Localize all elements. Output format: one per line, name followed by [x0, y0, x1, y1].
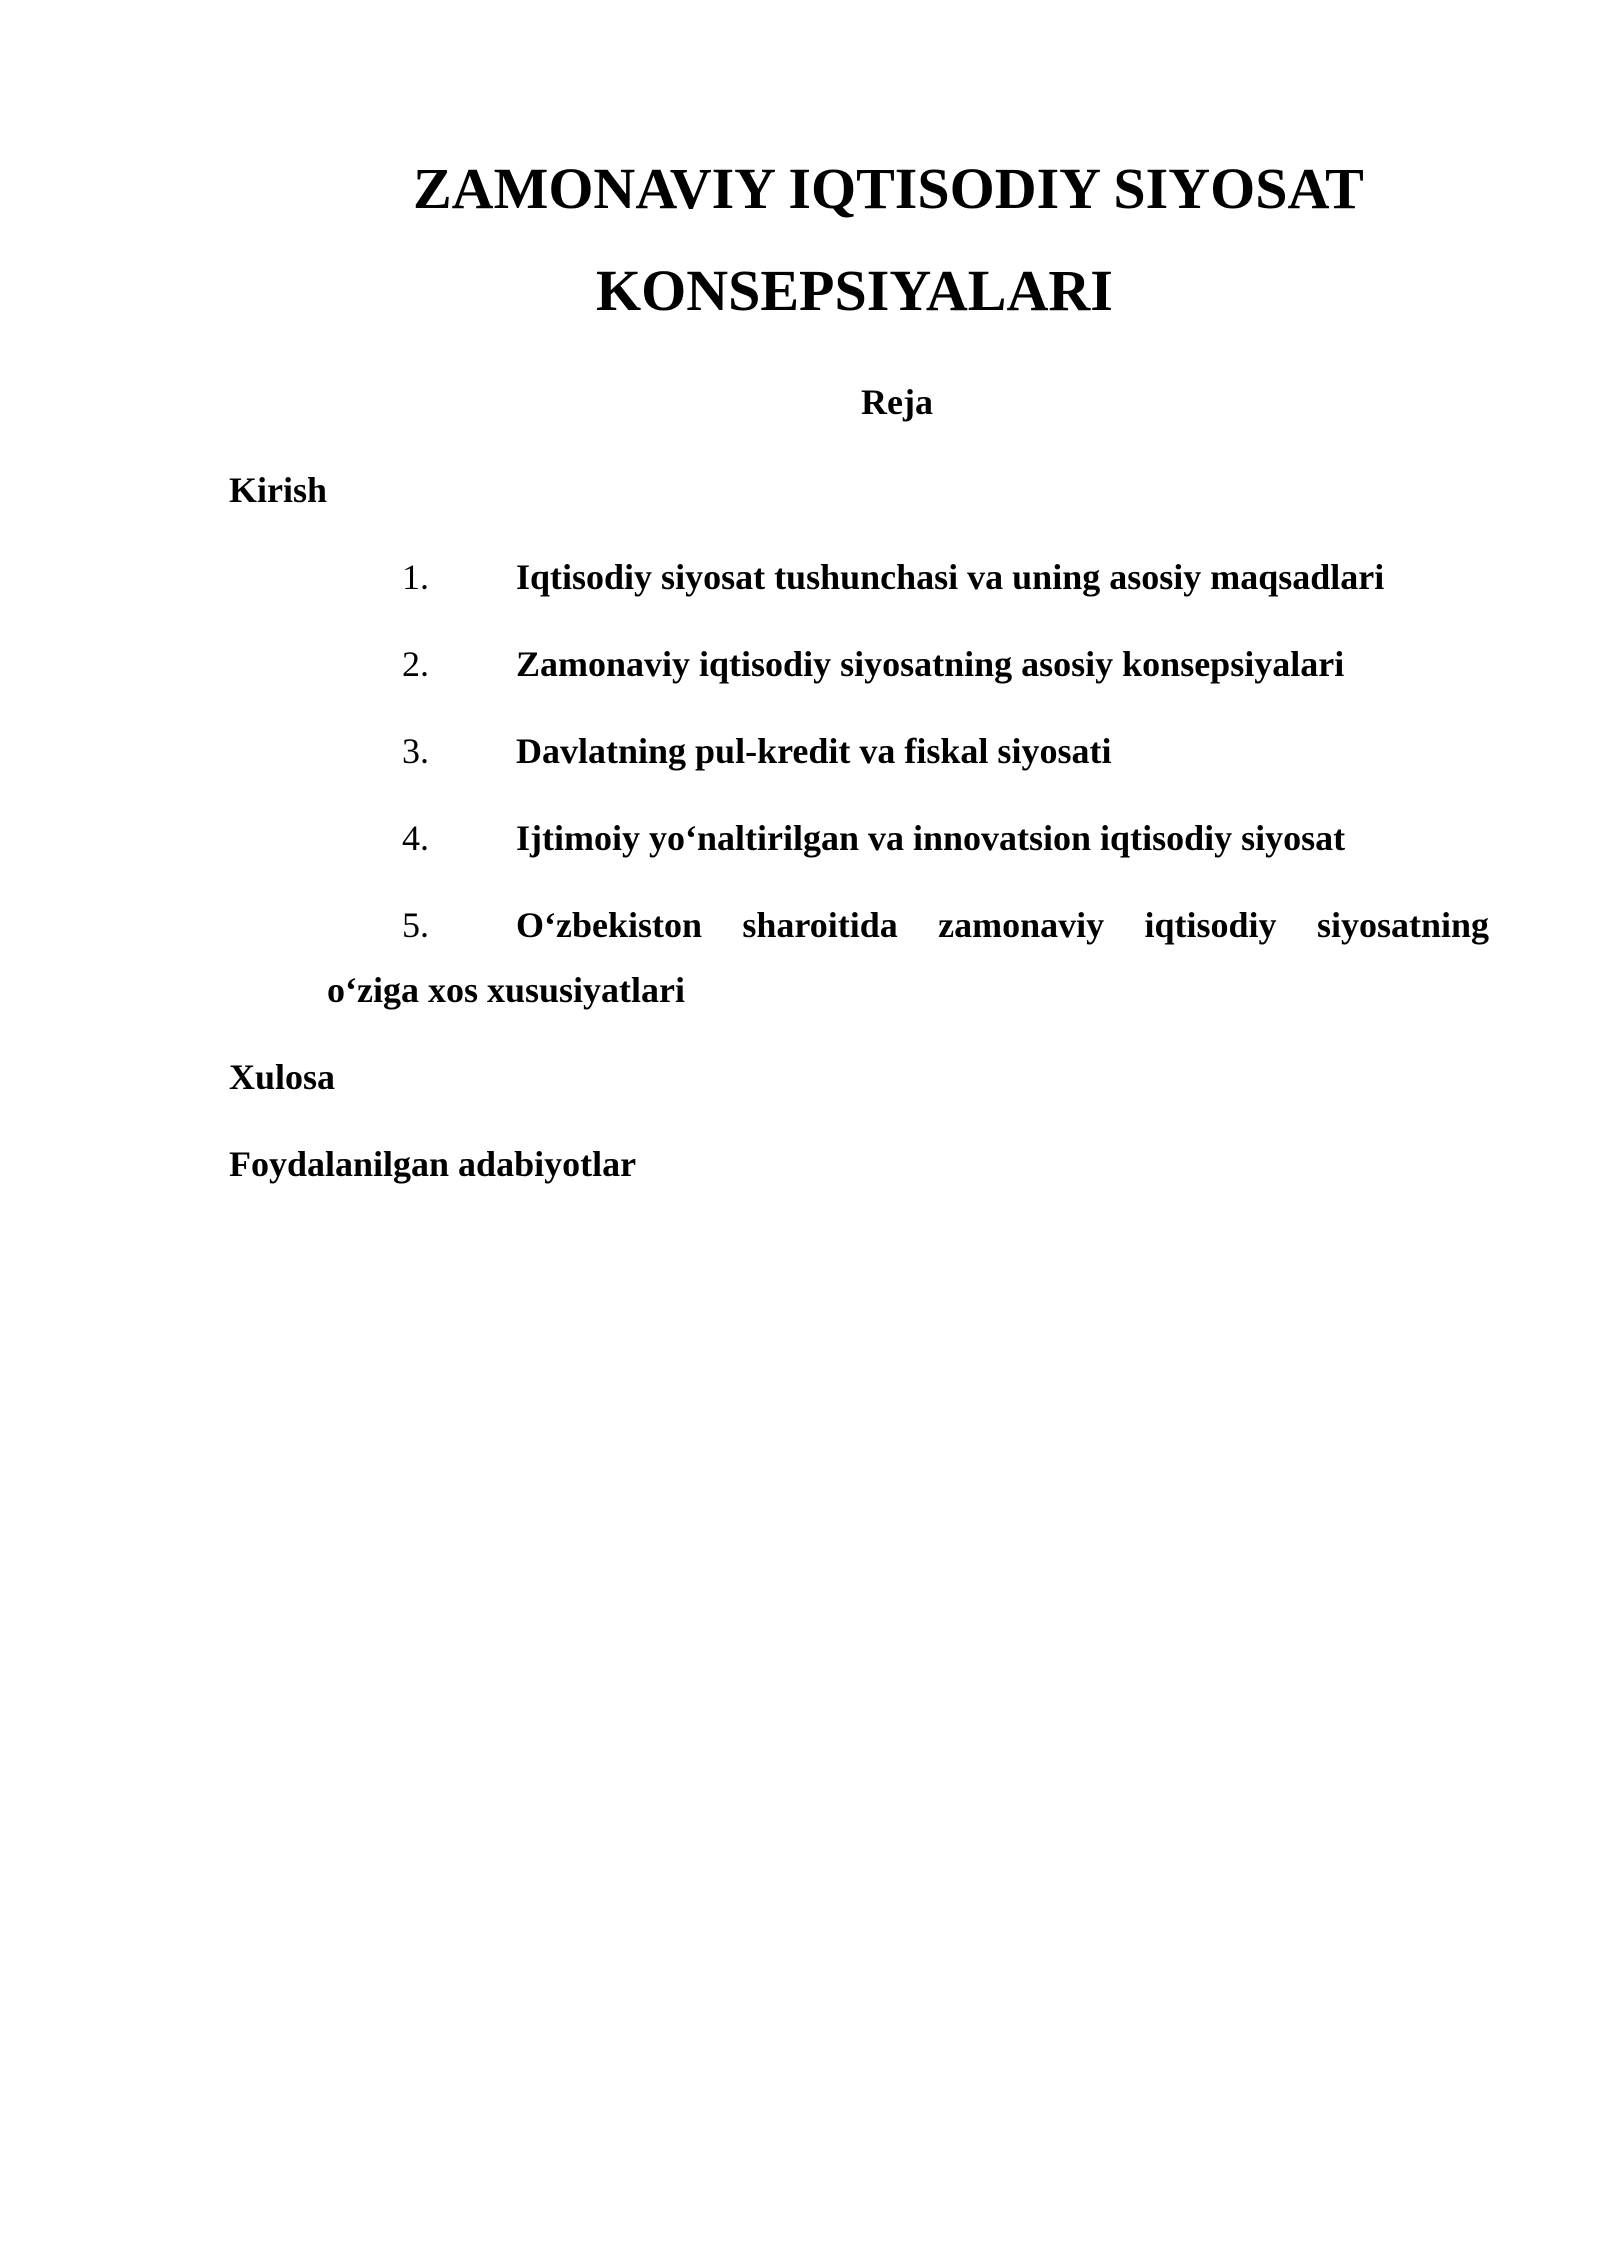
- plan-item-number: 2.: [402, 644, 429, 684]
- plan-item-number: 1.: [402, 557, 429, 597]
- plan-item-text: Iqtisodiy siyosat tushunchasi va uning asosiy maqsadlari: [516, 557, 1385, 597]
- intro-heading: Kirish: [229, 470, 328, 510]
- plan-item-number: 5.: [402, 905, 429, 945]
- document-title-line-1: ZAMONAVIY IQTISODIY SIYOSAT: [413, 156, 1364, 221]
- document-title-line-2: KONSEPSIYALARI: [596, 258, 1113, 323]
- plan-item-number: 3.: [402, 731, 429, 771]
- plan-item-text: O‘zbekiston sharoitida zamonaviy iqtisodiy siyosatning: [516, 905, 1489, 945]
- references-heading: Foydalanilgan adabiyotlar: [229, 1144, 637, 1184]
- conclusion-heading: Xulosa: [229, 1057, 336, 1097]
- plan-item-text: Zamonaviy iqtisodiy siyosatning asosiy konsepsiyalari: [516, 644, 1345, 684]
- plan-item-text: Davlatning pul-kredit va fiskal siyosati: [516, 731, 1112, 771]
- plan-item-text-continuation: o‘ziga xos xususiyatlari: [327, 970, 686, 1010]
- plan-item-text: Ijtimoiy yo‘naltirilgan va innovatsion iqtisodiy siyosat: [516, 818, 1346, 858]
- plan-heading: Reja: [861, 382, 933, 422]
- plan-item-number: 4.: [402, 818, 429, 858]
